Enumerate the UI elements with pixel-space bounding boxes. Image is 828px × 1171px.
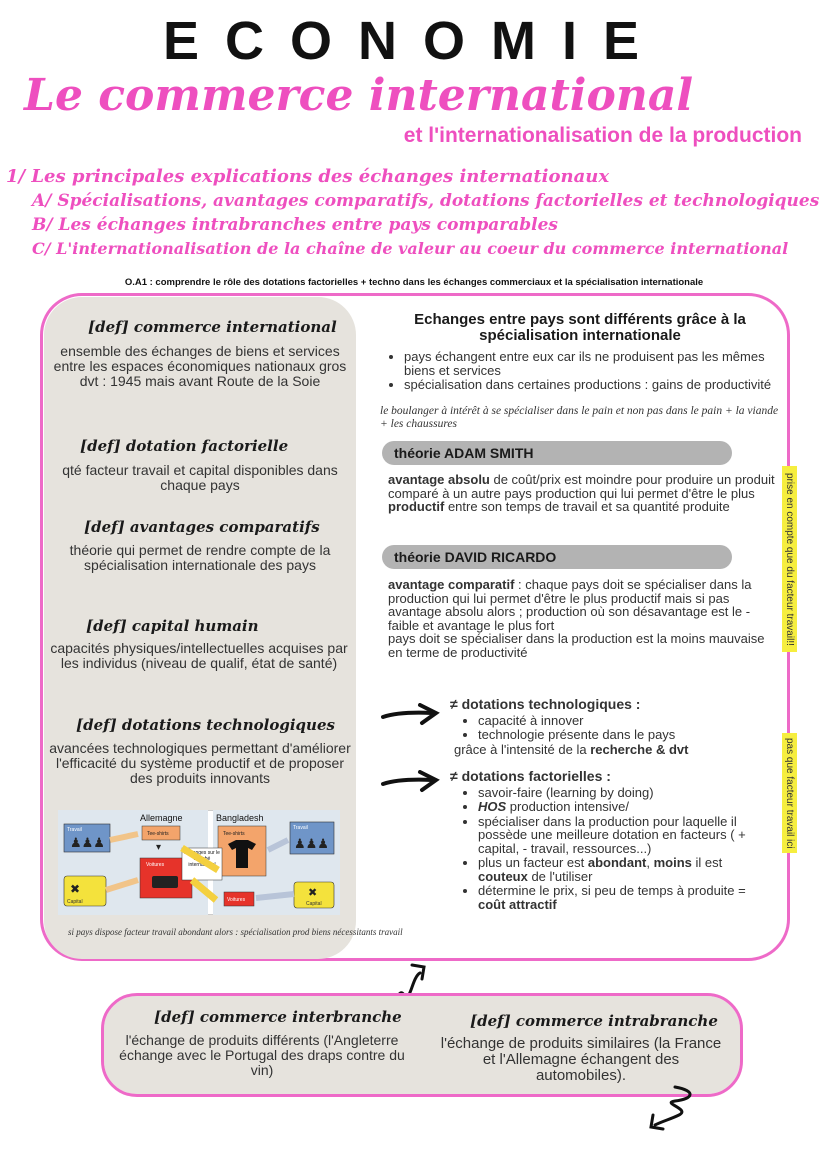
def-text-commerce-international: ensemble des échanges de biens et services entre les espaces économiques nationaux gros dvt : 1945 mais avant Route de la Soie: [53, 343, 347, 389]
facteur-travail-tag: prise en compte que du facteur travail!!: [782, 466, 797, 652]
svg-text:Tee-shirts: Tee-shirts: [147, 831, 169, 837]
techno-title: ≠ dotations technologiques :: [450, 696, 641, 712]
trade-diagram-svg: [58, 810, 340, 915]
arrow-right-icon: [380, 770, 440, 794]
svg-text:Voitures: Voitures: [227, 897, 246, 903]
def-title-dotations-technologiques: [def] dotations technologiques: [76, 716, 335, 734]
pas-que-travail-tag: pas que facteur travail ici: [782, 733, 797, 853]
def-title-dotation-factorielle: [def] dotation factorielle: [80, 437, 289, 455]
def-title-capital-humain: [def] capital humain: [86, 617, 259, 635]
car-icon-large: [152, 876, 178, 888]
def-title-interbranche: [def] commerce interbranche: [154, 1008, 402, 1026]
plan-item-b: B/ Les échanges intrabranches entre pays comparables: [32, 215, 558, 235]
list-item: • technologie présente dans le pays: [478, 728, 770, 742]
squiggle-arrow-icon: [645, 1085, 705, 1137]
boulanger-note: le boulanger à intérêt à se spécialiser dans le pain et non pas dans le pain + la viande + les chaussures: [380, 405, 779, 430]
right-heading: Echanges entre pays sont différents grâce à la spécialisation internationale: [414, 311, 746, 344]
tools-icon-left: ✖: [70, 882, 81, 896]
diagram-caption: si pays dispose facteur travail abondant alors : spécialisation prod biens nécessitants travail: [68, 927, 403, 937]
def-title-commerce-international: [def] commerce international: [88, 318, 337, 336]
list-item: • HOS production intensive/: [478, 800, 770, 814]
def-text-interbranche: l'échange de produits différents (l'Angleterre échange avec le Portugal des draps contre du vin): [119, 1032, 405, 1078]
page-header: ECONOMIE: [162, 11, 666, 71]
def-text-capital-humain: capacités physiques/intellectuelles acquises par les individus (niveau de qualif, état de santé): [50, 640, 348, 671]
def-text-dotations-technologiques: avancées technologiques permettant d'améliorer l'efficacité du système productif et de proposer des produits innovants: [49, 740, 351, 786]
def-title-intrabranche: [def] commerce intrabranche: [470, 1012, 718, 1030]
list-item: • capacité à innover: [478, 714, 770, 728]
marche-international-label: Echanges sur le marché international: [184, 850, 220, 868]
list-item: • plus un facteur est abondant, moins il est couteux de l'utiliser: [478, 856, 770, 883]
smith-text: avantage absolu de coût/prix est moindre pour produire un produit comparé à un autre pays production qui lui permet d'être le plus productif entre son temps de travail et sa quantité produite: [388, 472, 775, 514]
plan-item-a: A/ Spécialisations, avantages comparatifs, dotations factorielles et technologiques: [32, 191, 820, 211]
dotations-factorielles-block: [450, 770, 770, 912]
def-title-avantages-comparatifs: [def] avantages comparatifs: [84, 518, 320, 536]
list-item: • spécialisation dans certaines productions : gains de productivité: [404, 378, 776, 392]
ricardo-label: théorie DAVID RICARDO: [382, 545, 732, 569]
allemagne-bangladesh-diagram: [58, 810, 340, 915]
objective-line: O.A1 : comprendre le rôle des dotations factorielles + techno dans les échanges commerciaux et la spécialisation internationale: [124, 277, 704, 288]
page-subtitle: et l'internationalisation de la production: [403, 124, 802, 147]
svg-text:Capital: Capital: [67, 899, 83, 905]
def-text-intrabranche: l'échange de produits similaires (la France et l'Allemagne échangent des automobiles).: [440, 1035, 722, 1084]
list-item: • pays échangent entre eux car ils ne produisent pas les mêmes biens et services: [404, 350, 776, 377]
workers-icon-left: ♟♟♟: [70, 836, 105, 851]
plan-item-c: C/ L'internationalisation de la chaîne de valeur au coeur du commerce international: [32, 239, 789, 258]
svg-text:Capital: Capital: [306, 901, 322, 907]
list-item: • savoir-faire (learning by doing): [478, 786, 770, 800]
ricardo-text: avantage comparatif : chaque pays doit se spécialiser dans la production qui lui permet d'être le plus productif mais si pas avantage absolu alors ; production où son désavantage est le - faible et avantage le plus fort pays doit se spécialiser dans la production est la moins mauvaise en terme de productivité: [388, 577, 765, 660]
smith-label: théorie ADAM SMITH: [382, 441, 732, 465]
svg-text:Tee-shirts: Tee-shirts: [223, 831, 245, 837]
tshirt-icon-small: ▾: [156, 842, 162, 853]
def-text-avantages-comparatifs: théorie qui permet de rendre compte de la spécialisation internationale des pays: [69, 542, 331, 573]
country-bangladesh: Bangladesh: [216, 813, 264, 823]
page-title: Le commerce international: [24, 70, 694, 121]
arrow-right-icon: [380, 703, 440, 727]
list-item: • détermine le prix, si peu de temps à produite = coût attractif: [478, 884, 770, 911]
list-item: • spécialiser dans la production pour laquelle il possède une meilleure dotation en facteurs ( + capital, - travail, ressources...): [478, 815, 770, 856]
facto-title: ≠ dotations factorielles :: [450, 768, 611, 784]
svg-text:Travail: Travail: [67, 827, 82, 833]
plan-item-1: 1/ Les principales explications des échanges internationaux: [6, 166, 610, 187]
svg-text:Travail: Travail: [293, 825, 308, 831]
workers-icon-right: ♟♟♟: [294, 837, 329, 852]
dotations-technologiques-block: ≠ dotations technologiques : • capacité à innover • technologie présente dans le pays grâce à l'intensité de la recherche & dvt: [450, 698, 770, 756]
def-text-dotation-factorielle: qté facteur travail et capital disponibles dans chaque pays: [62, 462, 338, 493]
country-allemagne: Allemagne: [140, 813, 183, 823]
svg-text:Voitures: Voitures: [146, 862, 165, 868]
tools-icon-right: ✖: [308, 886, 318, 899]
specialisation-list: [378, 350, 776, 393]
